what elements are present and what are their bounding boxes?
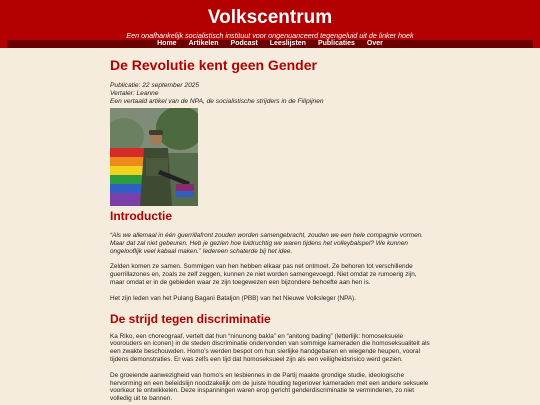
site-tagline: Een onafhankelijk socialistisch instituut voor ongenuanceerd tegengeluid uit de linker hoek [126, 31, 414, 40]
article-photo [110, 108, 198, 206]
publication-date: Publicatie: 22 september 2025 [110, 82, 200, 89]
article-photo-illustration [110, 108, 198, 206]
section-heading-discriminatie: De strijd tegen discriminatie [110, 311, 271, 326]
main-nav [7, 40, 533, 48]
nav-item-publicaties[interactable]: Publicaties [317, 40, 355, 47]
nav-item-leeslijsten[interactable]: Leeslijsten [269, 40, 306, 47]
nav-item-home[interactable]: Home [157, 40, 177, 47]
intro-paragraph-2: Zelden komen ze samen. Sommigen van hen hebben elkaar pas net ontmoet. Ze behoren tot verschillende guerrillazones en, zoals ze zelf zeggen, kunnen ze niet worden samengevoegd. Niet omdat ze rumoerig zijn, maar omdat er in de gebieden waar ze zijn toegewezen een bijzondere behoefte aan hen is. [110, 263, 417, 286]
article-subtitle: Een vertaald artikel van de NPA, de socialistische strijders in de Filipijnen [110, 98, 324, 105]
site-header [0, 0, 540, 48]
translator: Vertaler: Leanne [110, 90, 159, 97]
nav-item-over[interactable]: Over [366, 40, 383, 47]
intro-quote: “Als we allemaal in één guerrillafront zouden worden samengebracht, zouden we een hele compagnie vormen. Maar dat zal niet gebeuren. Heb je gezien hoe luidruchtig we waren tijdens het volleybalspel? We kunnen ongelooflijk veel kabaal maken.” Iedereen schaterde bij het idee. [110, 232, 423, 255]
site-title[interactable]: Volkscentrum [207, 7, 333, 28]
article-meta [110, 82, 430, 106]
discriminatie-paragraph-1: Ka Riko, een choreograaf, vertelt dat hun “ninunong bakla” en “anitong bading” (letterlijk: homoseksuele voorouders en iconen) in de steden discriminatie ondervonden van sommige kameraden die homoseksualiteit als een zwakte beschouwden. Homo’s werden bespot om hun sierlijke handgebaren en wiegende heupen, vooral tijdens demonstraties. Er was zelfs een tijd dat homoseksueel zijn als een veiligheidsrisico werd gezien. [110, 332, 430, 363]
intro-paragraph-3: Het zijn leden van het Pulang Bagani Bataljon (PBB) van het Nieuwe Volksleger (NPA). [110, 294, 357, 302]
nav-item-artikelen[interactable]: Artikelen [188, 40, 219, 47]
section-heading-introductie: Introductie [110, 209, 172, 223]
discriminatie-paragraph-2: De groeiende aanwezigheid van homo’s en lesbiennes in de Partij maakte grondige studie, ideologische hervorming en een beleidslijn noodzakelijk om de juiste houding tegenover kameraden met een andere seksuele voorkeur te ontwikkelen. Deze inspanningen waren erop gericht genderdiscriminatie te verminderen, zo niet volledig uit te bannen. [110, 371, 429, 403]
article-title: De Revolutie kent geen Gender [110, 57, 317, 73]
nav-item-podcast[interactable]: Podcast [230, 40, 258, 47]
article-content [110, 56, 430, 403]
